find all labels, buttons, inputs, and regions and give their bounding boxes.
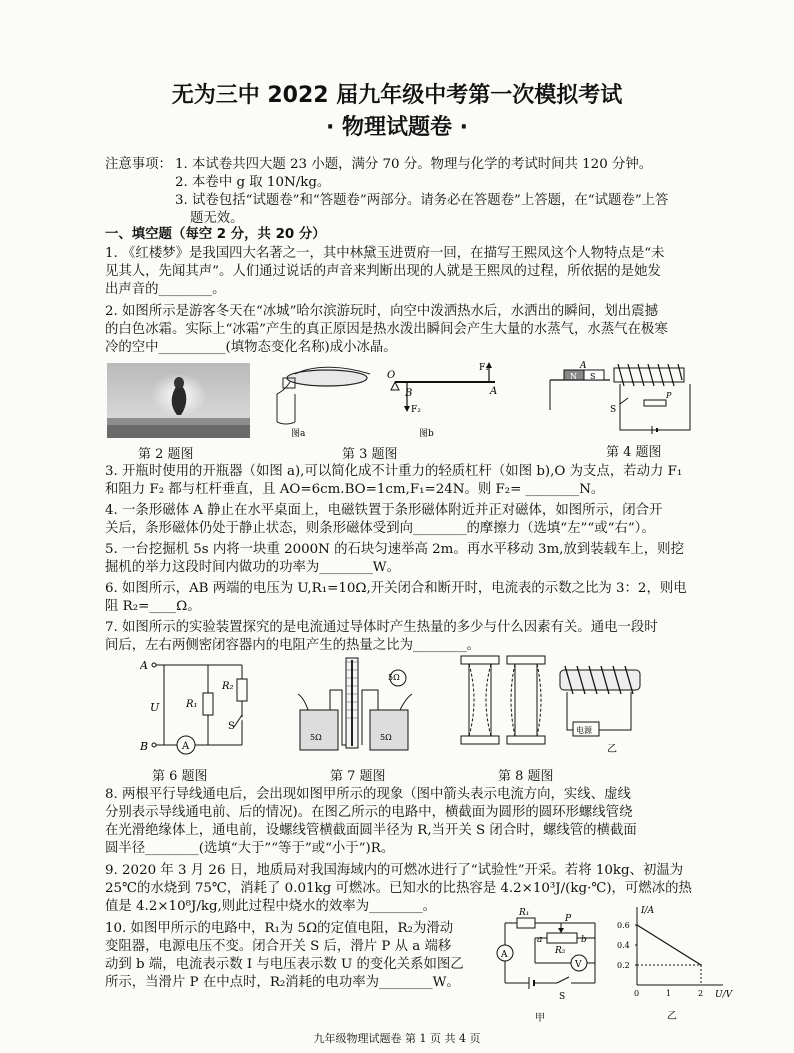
x-tick-label: 0 bbox=[634, 989, 640, 998]
question-line: 所示，当滑片 P 在中点时，R₂消耗的电功率为________W。 bbox=[105, 975, 460, 990]
series-line bbox=[637, 925, 701, 965]
figure-10a-circuit bbox=[495, 907, 610, 1025]
svg-text:R₁: R₁ bbox=[519, 908, 530, 918]
y-tick-label: 0.4 bbox=[617, 941, 630, 950]
question-line: 变阻器，电源电压不变。闭合开关 S 后，滑片 P 从 a 端移 bbox=[105, 939, 452, 954]
x-axis-label: U/V bbox=[715, 990, 733, 1000]
svg-text:5Ω: 5Ω bbox=[380, 733, 392, 742]
svg-text:P: P bbox=[565, 914, 572, 924]
svg-text:S: S bbox=[559, 992, 566, 1002]
y-tick-label: 0.2 bbox=[617, 961, 630, 970]
question-line: 4. 一条形磁体 A 静止在水平桌面上，电磁铁置于条形磁体附近并正对磁体，如图所示，闭合开 bbox=[105, 503, 663, 518]
note-item: 1. 本试卷共四大题 23 小题，满分 70 分。物理与化学的考试时间共 120 分钟。 bbox=[175, 157, 653, 172]
question-line: 6. 如图所示，AB 两端的电压为 U,R₁=10Ω,开关闭合和断开时，电流表的示数之比为 3：2，则电 bbox=[105, 581, 687, 596]
exam-subtitle: · 物理试题卷 · bbox=[325, 115, 469, 140]
svg-text:A: A bbox=[140, 659, 148, 672]
question-line: 8. 两根平行导线通电后，会出现如图甲所示的现象（图中箭头表示电流方向，实线、虚线 bbox=[105, 787, 631, 802]
svg-text:S: S bbox=[228, 721, 235, 732]
notes-label: 注意事项： bbox=[105, 157, 172, 172]
svg-text:S: S bbox=[590, 372, 596, 381]
question-line: 出声音的________。 bbox=[105, 282, 226, 297]
question-line: 3. 开瓶时使用的开瓶器（如图 a),可以简化成不计重力的轻质杠杆（如图 b),O 为支点，若动力 F₁ bbox=[105, 464, 683, 479]
svg-text:V: V bbox=[575, 960, 582, 970]
figure-2-photo bbox=[107, 363, 250, 438]
figure-3b-label: 图b bbox=[419, 429, 434, 439]
figure-10b-chart bbox=[615, 905, 735, 1023]
figure-3a-label: 图a bbox=[291, 429, 306, 439]
svg-text:F₂: F₂ bbox=[411, 405, 421, 415]
question-line: 关后，条形磁体仍处于静止状态，则条形磁体受到向________的摩擦力（选填“左”“或“右”）。 bbox=[105, 521, 655, 536]
svg-text:R₂: R₂ bbox=[555, 946, 566, 956]
question-line: 25℃的水烧到 75℃，消耗了 0.01kg 可燃冰。已知水的比热容是 4.2×10³J/(kg·℃)，可燃冰的热 bbox=[105, 881, 692, 896]
question-line: 2. 如图所示是游客冬天在“冰城”哈尔滨游玩时，向空中泼洒热水后，水洒出的瞬间，划出震撼 bbox=[105, 304, 658, 319]
question-line: 值是 4.2×10⁸J/kg,则此过程中烧水的效率为________。 bbox=[105, 899, 437, 914]
data-point bbox=[636, 924, 638, 926]
svg-text:A: A bbox=[580, 361, 587, 371]
exam-title: 无为三中 2022 届九年级中考第一次模拟考试 bbox=[171, 83, 623, 108]
question-line: 阻 R₂=____Ω。 bbox=[105, 599, 201, 614]
question-line: 见其人，先闻其声”。人们通过说话的声音来判断出现的人就是王熙凤的过程，所依据的是她发 bbox=[105, 264, 661, 279]
svg-text:O: O bbox=[387, 370, 396, 381]
question-line: 间后，左右两侧密闭容器内的电阻产生的热量之比为________。 bbox=[105, 638, 480, 653]
x-tick-label: 2 bbox=[698, 989, 704, 998]
figure-10a-caption: 甲 bbox=[535, 1013, 545, 1024]
svg-text:P: P bbox=[666, 391, 672, 400]
question-line: 的白色冰霜。实际上“冰霜”产生的真正原因是热水泼出瞬间会产生大量的水蒸气，水蒸气在极寒 bbox=[105, 322, 668, 337]
page-footer: 九年级物理试题卷 第 1 页 共 4 页 bbox=[313, 1032, 481, 1045]
svg-text:A: A bbox=[182, 741, 190, 752]
svg-text:a: a bbox=[537, 935, 543, 945]
question-line: 1. 《红楼梦》是我国四大名著之一，其中林黛玉进贾府一回，在描写王熙凤这个人物特点是“未 bbox=[105, 246, 665, 261]
figure-4-electromagnet bbox=[540, 360, 700, 445]
question-line: 10. 如图甲所示的电路中，R₁为 5Ω的定值电阻，R₂为滑动 bbox=[105, 921, 454, 936]
note-item: 题无效。 bbox=[190, 211, 244, 226]
svg-text:R₂: R₂ bbox=[222, 681, 234, 692]
question-line: 在光滑绝缘体上，通电前，设螺线管横截面圆半径为 R,当开关 S 闭合时，螺线管的横截面 bbox=[105, 823, 637, 838]
note-item: 3. 试卷包括“试题卷”和“答题卷”两部分。请务必在答题卷”上答题，在“试题卷”上答 bbox=[175, 193, 669, 208]
question-line: 掘机的举力这段时间内做功的功率为________W。 bbox=[105, 560, 400, 575]
figure-6-circuit bbox=[140, 655, 260, 760]
svg-text:5Ω: 5Ω bbox=[388, 673, 400, 682]
question-line: 7. 如图所示的实验装置探究的是电流通过导体时产生热量的多少与什么因素有关。通电一段时 bbox=[105, 620, 658, 635]
question-line: 和阻力 F₂ 都与杠杆垂直，且 AO=6cm.BO=1cm,F₁=24N。则 F₂= ________N。 bbox=[105, 482, 605, 497]
figure-8-wires-coil bbox=[455, 652, 655, 762]
svg-text:F₁: F₁ bbox=[479, 363, 489, 373]
y-tick-label: 0.6 bbox=[617, 921, 630, 930]
figure-4-caption: 第 4 题图 bbox=[606, 445, 662, 460]
figure-2-caption: 第 2 题图 bbox=[138, 447, 194, 462]
figure-7-apparatus bbox=[290, 650, 420, 760]
question-line: 冷的空中__________(填物态变化名称)成小冰晶。 bbox=[105, 340, 397, 355]
question-line: 动到 b 端，电流表示数 I 与电压表示数 U 的变化关系如图乙 bbox=[105, 957, 464, 972]
svg-text:电源: 电源 bbox=[576, 726, 592, 735]
svg-text:A: A bbox=[490, 386, 498, 397]
figure-7-caption: 第 7 题图 bbox=[330, 769, 386, 784]
svg-text:B: B bbox=[405, 388, 413, 399]
question-line: 5. 一台挖掘机 5s 内将一块重 2000N 的石块匀速举高 2m。再水平移动 3m,放到装载车上，则挖 bbox=[105, 542, 684, 557]
svg-text:B: B bbox=[140, 740, 149, 753]
note-item: 2. 本卷中 g 取 10N/kg。 bbox=[175, 175, 331, 190]
figure-3b-lever bbox=[385, 360, 505, 440]
svg-text:S: S bbox=[610, 405, 617, 415]
svg-text:A: A bbox=[501, 950, 508, 960]
svg-text:U: U bbox=[150, 701, 160, 714]
svg-text:5Ω: 5Ω bbox=[310, 733, 322, 742]
figure-10b-caption: 乙 bbox=[667, 1011, 677, 1022]
question-line: 9. 2020 年 3 月 26 日，地质局对我国海域内的可燃冰进行了“试验性”开采。若将 10kg、初温为 bbox=[105, 863, 684, 878]
figure-6-caption: 第 6 题图 bbox=[152, 769, 208, 784]
question-line: 圆半径________(选填“大于”“等于”或“小于”)R。 bbox=[105, 841, 395, 856]
section-heading: 一、填空题（每空 2 分，共 20 分） bbox=[105, 227, 326, 242]
data-point bbox=[700, 964, 702, 966]
question-line: 分别表示导线通电前、后的情况)。在图乙所示的电路中，横截面为圆形的圆环形螺线管绕 bbox=[105, 805, 633, 820]
svg-text:R₁: R₁ bbox=[186, 699, 198, 710]
x-tick-label: 1 bbox=[666, 989, 672, 998]
figure-3a-opener bbox=[265, 360, 385, 440]
svg-text:乙: 乙 bbox=[607, 744, 617, 755]
svg-text:N: N bbox=[570, 372, 577, 381]
svg-text:b: b bbox=[581, 935, 587, 945]
figure-8-caption: 第 8 题图 bbox=[498, 769, 554, 784]
y-axis-label: I/A bbox=[641, 906, 655, 916]
figure-3-caption: 第 3 题图 bbox=[342, 447, 398, 462]
